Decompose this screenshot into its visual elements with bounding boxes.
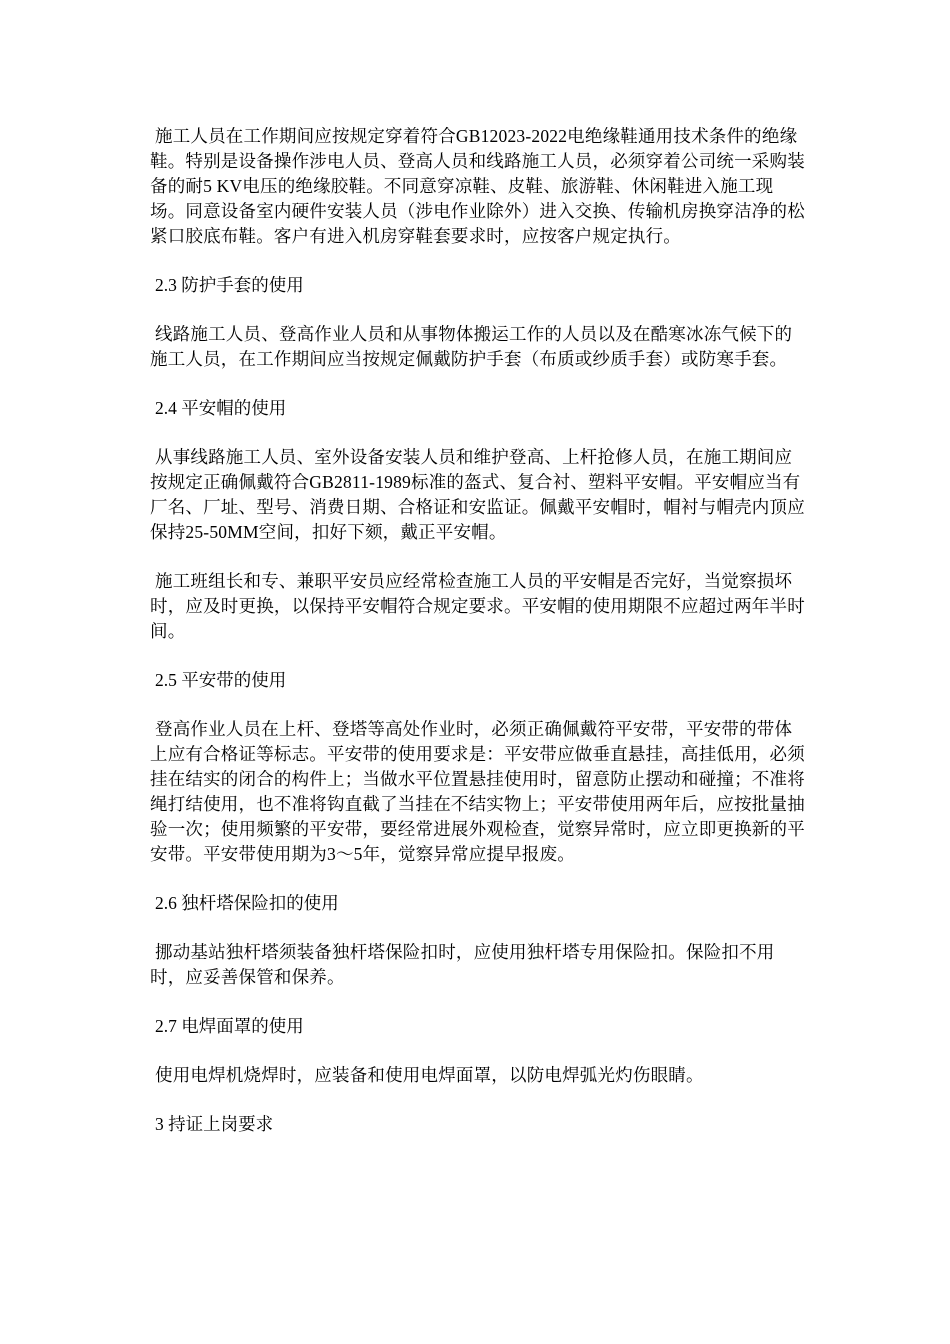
paragraph-insulated-shoes: 施工人员在工作期间应按规定穿着符合GB12023-2022电绝缘鞋通用技术条件的绝缘鞋。特别是设备操作涉电人员、登高人员和线路施工人员，必须穿着公司统一采购装备的耐5 KV电压的绝缘胶鞋。不同意穿凉鞋、皮鞋、旅游鞋、休闲鞋进入施工现场。同意设备室内硬件安装人员（涉电作业除外）进入交换、传输机房换穿洁净的松紧口胶底布鞋。客户有进入机房穿鞋套要求时，应按客户规定执行。	[150, 126, 805, 246]
section-heading-2-6: 2.6 独杆塔保险扣的使用	[155, 893, 339, 913]
paragraph-tower-clip: 挪动基站独杆塔须装备独杆塔保险扣时，应使用独杆塔专用保险扣。保险扣不用时，应妥善保管和保养。	[150, 942, 775, 987]
section-heading-2-4: 2.4 平安帽的使用	[155, 398, 287, 418]
paragraph-safety-belt: 登高作业人员在上杆、登塔等高处作业时，必须正确佩戴符平安带，平安带的带体上应有合格证等标志。平安带的使用要求是：平安带应做垂直悬挂，高挂低用，必须挂在结实的闭合的构件上；当做水平位置悬挂使用时，留意防止摆动和碰撞；不准将绳打结使用，也不准将钩直截了当挂在不结实物上；平安带使用两年后，应按批量抽验一次；使用频繁的平安带，要经常进展外观检查，觉察异常时，应立即更换新的平安带。平安带使用期为3～5年，觉察异常应提早报废。	[150, 719, 805, 864]
document-page	[150, 124, 805, 1137]
paragraph-gloves: 线路施工人员、登高作业人员和从事物体搬运工作的人员以及在酷寒冰冻气候下的施工人员，在工作期间应当按规定佩戴防护手套（布质或纱质手套）或防寒手套。	[150, 324, 793, 369]
section-heading-2-5: 2.5 平安带的使用	[155, 670, 287, 690]
paragraph-helmet-requirements: 从事线路施工人员、室外设备安装人员和维护登高、上杆抢修人员，在施工期间应按规定正确佩戴符合GB2811-1989标准的盔式、复合衬、塑料平安帽。平安帽应当有厂名、厂址、型号、消费日期、合格证和安监证。佩戴平安帽时，帽衬与帽壳内顶应保持25-50MM空间，扣好下颏，戴正平安帽。	[150, 447, 805, 542]
section-heading-2-7: 2.7 电焊面罩的使用	[155, 1016, 304, 1036]
section-heading-2-3: 2.3 防护手套的使用	[155, 275, 304, 295]
section-heading-3: 3 持证上岗要求	[155, 1114, 274, 1134]
paragraph-helmet-inspection: 施工班组长和专、兼职平安员应经常检查施工人员的平安帽是否完好，当觉察损坏时，应及时更换，以保持平安帽符合规定要求。平安帽的使用期限不应超过两年半时间。	[150, 571, 805, 641]
paragraph-welding-mask: 使用电焊机烧焊时，应装备和使用电焊面罩，以防电焊弧光灼伤眼睛。	[155, 1065, 704, 1085]
